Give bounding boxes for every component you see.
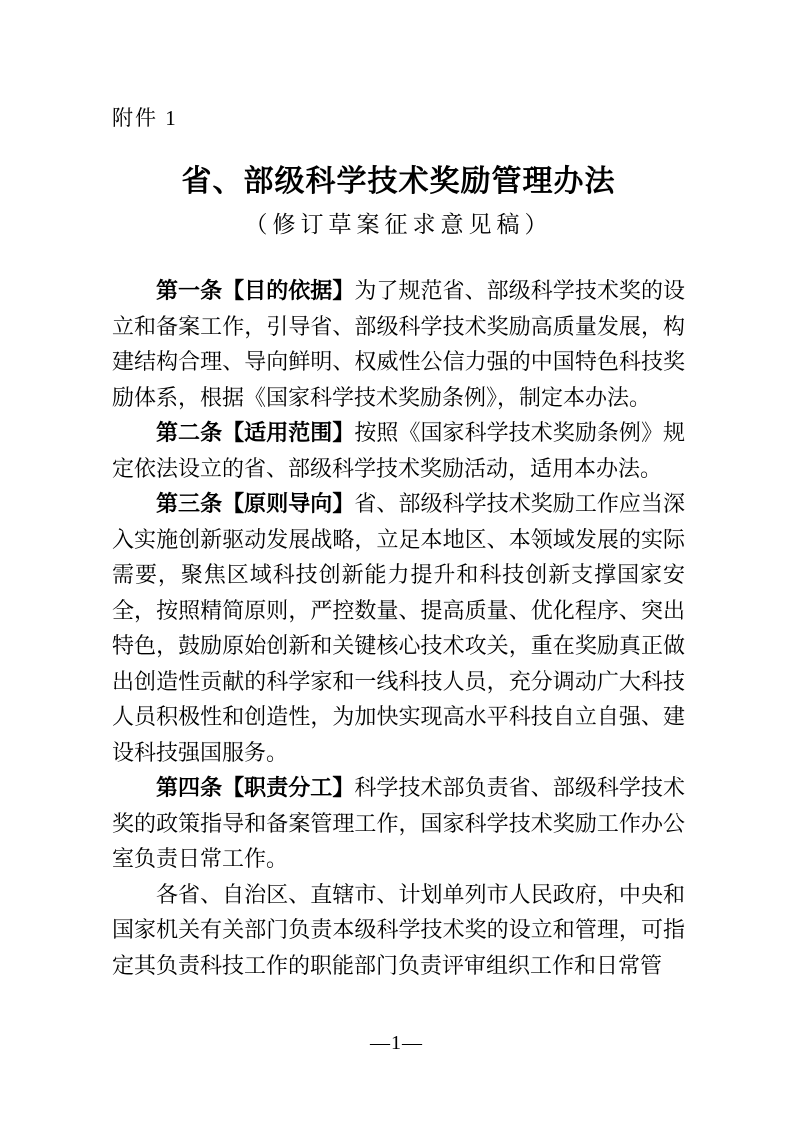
page-number: —1—: [370, 1032, 423, 1054]
article-2-heading: 第二条【适用范围】: [156, 420, 355, 445]
article-1-heading: 第一条【目的依据】: [156, 278, 355, 303]
article-paragraph-5: [112, 877, 685, 984]
document-body: [112, 273, 685, 983]
article-paragraph-2: [112, 415, 685, 486]
article-4-text: 科学技术部负责省、部级科学技术奖的政策指导和备案管理工作，国家科学技术奖励工作办公室负责日常工作。: [112, 775, 685, 871]
document-content: [112, 104, 685, 983]
document-title: 省、部级科学技术奖励管理办法: [181, 165, 616, 198]
document-subtitle: （修订草案征求意见稿）: [244, 212, 553, 237]
article-paragraph-4: [112, 770, 685, 877]
article-2-text: 按照《国家科学技术奖励条例》规定依法设立的省、部级科学技术奖励活动，适用本办法。: [112, 420, 685, 481]
attachment-label: 附件 1: [112, 106, 178, 130]
article-1-text: 为了规范省、部级科学技术奖的设立和备案工作，引导省、部级科学技术奖励高质量发展，构建结构合理、导向鲜明、权威性公信力强的中国特色科技奖励体系，根据《国家科学技术奖励条例》，制定本办法。: [112, 278, 685, 410]
article-paragraph-3: [112, 486, 685, 770]
article-paragraph-1: [112, 273, 685, 415]
article-3-heading: 第三条【原则导向】: [156, 491, 355, 516]
article-5-text: 各省、自治区、直辖市、计划单列市人民政府，中央和国家机关有关部门负责本级科学技术奖的设立和管理，可指定其负责科技工作的职能部门负责评审组织工作和日常管: [112, 881, 685, 978]
article-4-heading: 第四条【职责分工】: [156, 775, 355, 800]
article-3-text: 省、部级科学技术奖励工作应当深入实施创新驱动发展战略，立足本地区、本领域发展的实际需要，聚焦区域科技创新能力提升和科技创新支撑国家安全，按照精简原则，严控数量、提高质量、优化程序、突出特色，鼓励原始创新和关键核心技术攻关，重在奖励真正做出创造性贡献的科学家和一线科技人员，充分调动广大科技人员积极性和创造性，为加快实现高水平科技自立自强、建设科技强国服务。: [112, 491, 685, 765]
